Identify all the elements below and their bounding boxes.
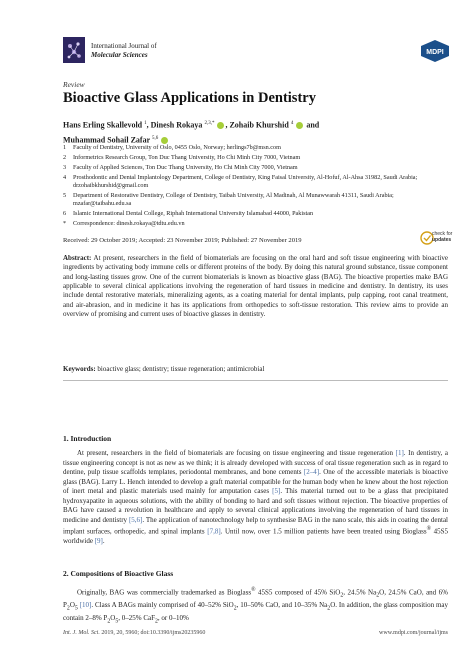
mdpi-logo-text: MDPI xyxy=(426,49,444,56)
orcid-icon[interactable] xyxy=(296,122,303,129)
author-affil-sup: 5,6 xyxy=(151,135,159,141)
paragraph-text: . In dentistry, a tissue engineering concept is not as new as we think; it is already developed with success of oral tissue regeneration such as in regard to dentine, pulp tissue scaffolds templates, periodontal membranes, and bone cements xyxy=(63,449,448,476)
footer-citation xyxy=(63,630,205,636)
orcid-icon[interactable] xyxy=(217,122,224,129)
author-affil-sup: 2,3,* xyxy=(204,121,215,126)
affiliation-item xyxy=(63,210,423,218)
author-name[interactable]: Dinesh Rokaya xyxy=(150,120,203,130)
affiliation-item xyxy=(63,154,423,162)
citation-link[interactable]: [7,8] xyxy=(207,527,221,536)
paragraph-text: O xyxy=(69,601,75,610)
citation-link[interactable]: [9] xyxy=(94,536,103,545)
abstract xyxy=(63,254,448,319)
affiliation-text: Informetrics Research Group, Ton Duc Thang University, Ho Chi Minh City 7000, Vietnam xyxy=(73,154,301,161)
paragraph-text: . The application of nanotechnology help to synthesise BAG in the nano scale, this aids in coating the dental implant surfaces, orthopedic, and spinal implants xyxy=(63,515,449,536)
paragraph-text: . This material turned out to be a glass that precipitated hydroxyapatite in aqueous solutions, with the ability of bonding to hard and soft tissues without rejection. The bioactive properties of BAG have caused a revolution in healthcare and apply to several clinical applications involving the regeneration of hard tissues in medicine and dentistry xyxy=(63,487,448,524)
paragraph-text: 45S5 worldwide xyxy=(63,527,448,545)
keywords xyxy=(63,365,448,373)
paragraph-text: , 10–50% CaO, and 10–35% Na xyxy=(236,601,328,610)
updates-line1: check for xyxy=(432,231,453,237)
subscript: 2 xyxy=(154,618,158,625)
subscript: 2 xyxy=(66,605,70,612)
subscript: 5 xyxy=(74,605,78,612)
orcid-icon[interactable] xyxy=(161,137,168,144)
affiliation-text: Department of Restorative Dentistry, College of Dentistry, Taibah University, Al Madinah, Al Munawwarah 41311, Saudi Arabia; mzafar@taibahu.edu.sa xyxy=(73,192,394,207)
keywords-text: bioactive glass; dentistry; tissue regeneration; antimicrobial xyxy=(97,365,265,373)
correspondence-text[interactable]: Correspondence: dinesh.rokaya@tdtu.edu.vn xyxy=(73,220,185,227)
paragraph-text: . Until now, over 1.5 million patients have been treated using Bioglass xyxy=(220,527,427,536)
mdpi-logo-icon[interactable] xyxy=(420,40,450,62)
correspondence-item xyxy=(63,220,423,228)
paragraph-text: . xyxy=(102,536,105,545)
affiliation-list xyxy=(63,144,423,228)
paragraph-text: At present, researchers in the field of biomaterials are focusing on tissue engineering and tissue regeneration xyxy=(77,449,396,457)
publication-dates: Received: 29 October 2019; Accepted: 23 November 2019; Published: 27 November 2019 xyxy=(63,237,302,244)
affiliation-number: 2 xyxy=(63,154,67,161)
affiliation-item xyxy=(63,192,423,208)
paragraph-text: . Class A BAGs mainly comprised of 40–52% SiO xyxy=(91,601,234,610)
author-affil-sup: 1 xyxy=(144,121,147,126)
article-type: Review xyxy=(63,80,85,89)
citation-link[interactable]: [10] xyxy=(79,601,92,610)
subscript: 2 xyxy=(376,592,380,599)
citation-link[interactable]: [5] xyxy=(272,487,281,495)
affiliation-number: 4 xyxy=(63,174,67,181)
author-name[interactable]: Muhammad Sohail Zafar xyxy=(63,135,150,145)
affiliation-text: Faculty of Dentistry, University of Oslo, 0455 Oslo, Norway; herlings7b@msn.com xyxy=(73,144,281,151)
affiliation-text: Faculty of Applied Sciences, Ton Duc Thang University, Ho Chi Minh City 7000, Vietnam xyxy=(73,164,298,171)
paragraph-text: , or 0–10% xyxy=(157,614,189,623)
affiliation-number: * xyxy=(63,220,67,227)
journal-header xyxy=(63,34,450,74)
paragraph-text: Originally, BAG was commercially trademarked as Bioglass xyxy=(77,588,252,597)
author-and: and xyxy=(306,120,320,130)
citation-link[interactable]: [1] xyxy=(395,449,404,457)
author-affil-sup: 4 xyxy=(290,121,294,126)
section-heading: 2. Compositions of Bioactive Glass xyxy=(63,569,174,578)
paragraph-text: O xyxy=(110,614,116,623)
journal-name-line1: International Journal of xyxy=(91,42,157,50)
abstract-label: Abstract: xyxy=(63,254,92,262)
section-paragraph xyxy=(63,449,448,546)
affiliation-text: Prosthodontic and Dental Implantology Department, College of Dentistry, King Faisal University, Al-Hofuf, Al-Ahsa 31982, Saudi Arabia; drzohaibkhurshid@gmail.com xyxy=(73,174,418,189)
section-paragraph xyxy=(63,586,448,627)
abstract-text: At present, researchers in the field of biomaterials are focusing on the oral hard and soft tissue engineering with bioactive ingredients by activating body immune cells or different proteins of the body. By doing this natural ground substance, tissue component and long-lasting tissues grow. One of the current biomaterials is known as bioactive glass (BAG). The bioactive properties make BAG applicable to several clinical applications involving the regeneration of hard tissues in medicine and dentistry. In dentistry, its uses include dental restorative materials, mineralizing agents, as a coating material for dental implants, pulp capping, root canal treatment, and air-abrasion, and in medicine it has its applications from orthopedics to soft-tissue restoration. This review aims to provide an overview of promising and current uses of bioactive glasses in dentistry. xyxy=(63,254,448,319)
journal-name xyxy=(91,42,157,60)
footer-url[interactable]: www.mdpi.com/journal/ijms xyxy=(379,630,448,636)
affiliation-item xyxy=(63,144,423,152)
affiliation-number: 1 xyxy=(63,144,67,151)
affiliation-number: 3 xyxy=(63,164,67,171)
affiliation-number: 5 xyxy=(63,192,67,199)
author-list: Hans Erling Skallevold $^1$, Dinesh Rokaya $^{2,3,*}$ , Zohaib Khurshid $^4$ and Muhammad Sohail Zafar $^{5,6}$ xyxy=(63,120,320,145)
subscript: 2 xyxy=(340,592,344,599)
subscript: 2 xyxy=(233,605,237,612)
citation-link[interactable]: [2–4] xyxy=(303,468,320,476)
subscript: 5 xyxy=(115,618,119,625)
journal-molecule-logo-icon xyxy=(63,37,85,63)
author-name[interactable]: Hans Erling Skallevold xyxy=(63,120,143,130)
check-for-updates-label[interactable] xyxy=(432,231,452,243)
keywords-label: Keywords: xyxy=(63,365,96,373)
affiliation-text: Islamic International Dental College, Riphah International University Islamabad 44000, Pakistan xyxy=(73,210,314,217)
paragraph-text: , 0–25% CaF xyxy=(118,614,155,623)
affiliation-number: 6 xyxy=(63,210,67,217)
journal-name-line2: Molecular Sciences xyxy=(91,51,148,59)
section-heading: 1. Introduction xyxy=(63,434,112,443)
affiliation-item xyxy=(63,164,423,172)
divider xyxy=(63,380,448,381)
paragraph-text: . One of the accessible materials is bioactive glass (BAG). Larry L. Hench intended to develop a graft material compatible for the human body when he knew about the host rejection of inert metal and plastic materials used mainly for amputation cases xyxy=(63,468,448,495)
affiliation-item xyxy=(63,174,423,190)
subscript: 2 xyxy=(327,605,331,612)
paragraph-text: , 24.5% Na xyxy=(343,588,377,597)
registered-mark: ® xyxy=(426,526,431,532)
updates-line2: updates xyxy=(432,237,452,243)
article-title: Bioactive Glass Applications in Dentistry xyxy=(63,90,316,106)
paragraph-text: 45S5 composed of 45% SiO xyxy=(255,588,341,597)
subscript: 2 xyxy=(107,618,111,625)
footer-citation-text: 2019, 20, 5960; doi:10.3390/ijms20235960 xyxy=(99,630,206,636)
paragraph-text: O, 24.5% CaO, and 6% P xyxy=(63,588,449,610)
registered-mark: ® xyxy=(251,587,256,593)
paragraph-text: O. In addition, the glass composition may contain 2–8% P xyxy=(63,601,448,623)
footer-journal: Int. J. Mol. Sci. xyxy=(63,630,100,636)
author-name[interactable]: Zohaib Khurshid xyxy=(229,120,289,130)
citation-link[interactable]: [5,6] xyxy=(128,515,143,524)
